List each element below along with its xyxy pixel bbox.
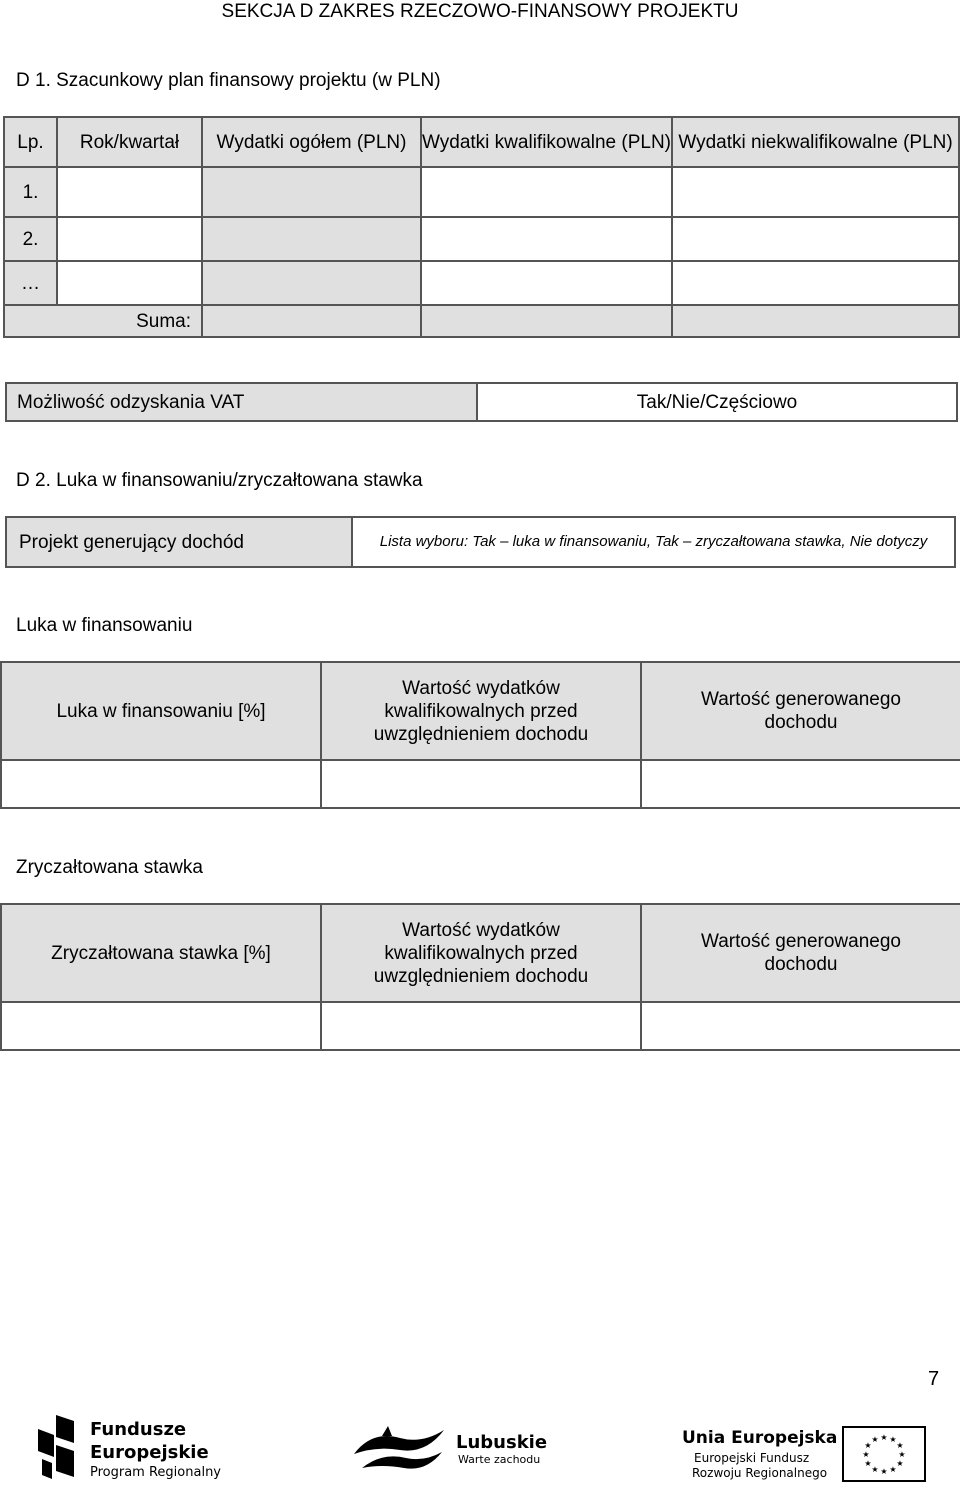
- logo3-line1: Unia Europejska: [682, 1428, 838, 1448]
- income-select[interactable]: Lista wyboru: Tak – luka w finansowaniu, Tak – zryczałtowana stawka, Nie dotyczy: [352, 517, 955, 567]
- flat-title: Zryczałtowana stawka: [16, 857, 203, 878]
- table-cell[interactable]: [202, 167, 421, 217]
- col-header-generated-income: Wartość generowanego dochodu: [641, 662, 960, 760]
- svg-text:★: ★: [880, 1433, 888, 1442]
- table-cell[interactable]: [57, 167, 202, 217]
- flat-rate-table: [0, 903, 960, 1051]
- financial-plan-table: [3, 116, 960, 338]
- svg-text:★: ★: [889, 1465, 897, 1474]
- sum-cell: [202, 305, 421, 337]
- table-cell[interactable]: [202, 217, 421, 261]
- table-row: [4, 261, 959, 305]
- svg-text:★: ★: [889, 1435, 897, 1444]
- table-cell[interactable]: [57, 261, 202, 305]
- table-header-row: [4, 117, 959, 167]
- svg-text:★: ★: [864, 1441, 872, 1450]
- col-header-generated-income: Wartość generowanego dochodu: [641, 904, 960, 1002]
- table-cell[interactable]: [672, 261, 959, 305]
- income-label: Projekt generujący dochód: [6, 517, 352, 567]
- logo-lubuskie: [352, 1424, 552, 1480]
- section-title: SEKCJA D ZAKRES RZECZOWO-FINANSOWY PROJEKTU: [221, 1, 739, 22]
- col-header-year-quarter: Rok/kwartał: [57, 117, 202, 167]
- logo-unia-europejska: [682, 1428, 842, 1484]
- svg-text:★: ★: [864, 1459, 872, 1468]
- svg-text:★: ★: [898, 1450, 906, 1459]
- col-header-flat-percent: Zryczałtowana stawka [%]: [1, 904, 321, 1002]
- table-cell[interactable]: [672, 167, 959, 217]
- table-cell[interactable]: [421, 217, 672, 261]
- svg-text:★: ★: [871, 1465, 879, 1474]
- svg-text:★: ★: [896, 1441, 904, 1450]
- logo2-line1: Lubuskie: [456, 1432, 548, 1453]
- table-cell[interactable]: [421, 261, 672, 305]
- row-number: 2.: [4, 217, 57, 261]
- table-cell[interactable]: [1, 1002, 321, 1050]
- lubuskie-wave-icon: [352, 1424, 448, 1480]
- page-number: 7: [928, 1368, 940, 1390]
- sum-label: Suma:: [4, 305, 202, 337]
- income-table: [5, 516, 956, 568]
- sum-row: [4, 305, 959, 337]
- logo-fundusze-europejskie: [34, 1413, 224, 1485]
- row-number: 1.: [4, 167, 57, 217]
- fundusze-emblem-icon: [34, 1413, 78, 1485]
- svg-text:★: ★: [880, 1467, 888, 1476]
- vat-label: Możliwość odzyskania VAT: [6, 383, 477, 421]
- table-cell[interactable]: [672, 217, 959, 261]
- logo2-line2: Warte zachodu: [458, 1453, 541, 1466]
- table-row: [4, 167, 959, 217]
- col-header-eligible: Wydatki kwalifikowalne (PLN): [421, 117, 672, 167]
- table-cell[interactable]: [421, 167, 672, 217]
- svg-text:★: ★: [896, 1459, 904, 1468]
- vat-select[interactable]: Tak/Nie/Częściowo: [477, 383, 957, 421]
- table-cell[interactable]: [1, 760, 321, 808]
- gap-table: [0, 661, 960, 809]
- eu-flag-icon: [842, 1426, 926, 1482]
- col-header-gap-percent: Luka w finansowaniu [%]: [1, 662, 321, 760]
- col-header-eligible-before-income: Wartość wydatków kwalifikowalnych przed uwzględnieniem dochodu: [321, 662, 641, 760]
- gap-title: Luka w finansowaniu: [16, 615, 193, 636]
- d1-title: D 1. Szacunkowy plan finansowy projektu (w PLN): [16, 70, 441, 91]
- col-header-eligible-before-income: Wartość wydatków kwalifikowalnych przed uwzględnieniem dochodu: [321, 904, 641, 1002]
- table-row: [1, 760, 960, 808]
- logo1-line1: Fundusze: [90, 1419, 187, 1440]
- table-cell[interactable]: [321, 1002, 641, 1050]
- sum-cell: [421, 305, 672, 337]
- sum-cell: [672, 305, 959, 337]
- table-row: [1, 1002, 960, 1050]
- svg-text:★: ★: [862, 1450, 870, 1459]
- row-number: …: [4, 261, 57, 305]
- table-cell[interactable]: [57, 217, 202, 261]
- table-cell[interactable]: [202, 261, 421, 305]
- logo3-line3: Rozwoju Regionalnego: [692, 1466, 828, 1480]
- table-cell[interactable]: [641, 760, 960, 808]
- d2-title: D 2. Luka w finansowaniu/zryczałtowana stawka: [16, 470, 423, 491]
- logo1-line2: Europejskie: [90, 1442, 209, 1463]
- col-header-total: Wydatki ogółem (PLN): [202, 117, 421, 167]
- col-header-ineligible: Wydatki niekwalifikowalne (PLN): [672, 117, 959, 167]
- col-header-lp: Lp.: [4, 117, 57, 167]
- logo3-line2: Europejski Fundusz: [694, 1451, 810, 1465]
- svg-text:★: ★: [871, 1435, 879, 1444]
- table-row: [4, 217, 959, 261]
- logo1-line3: Program Regionalny: [90, 1465, 221, 1480]
- table-cell[interactable]: [641, 1002, 960, 1050]
- table-cell[interactable]: [321, 760, 641, 808]
- vat-table: [5, 382, 958, 422]
